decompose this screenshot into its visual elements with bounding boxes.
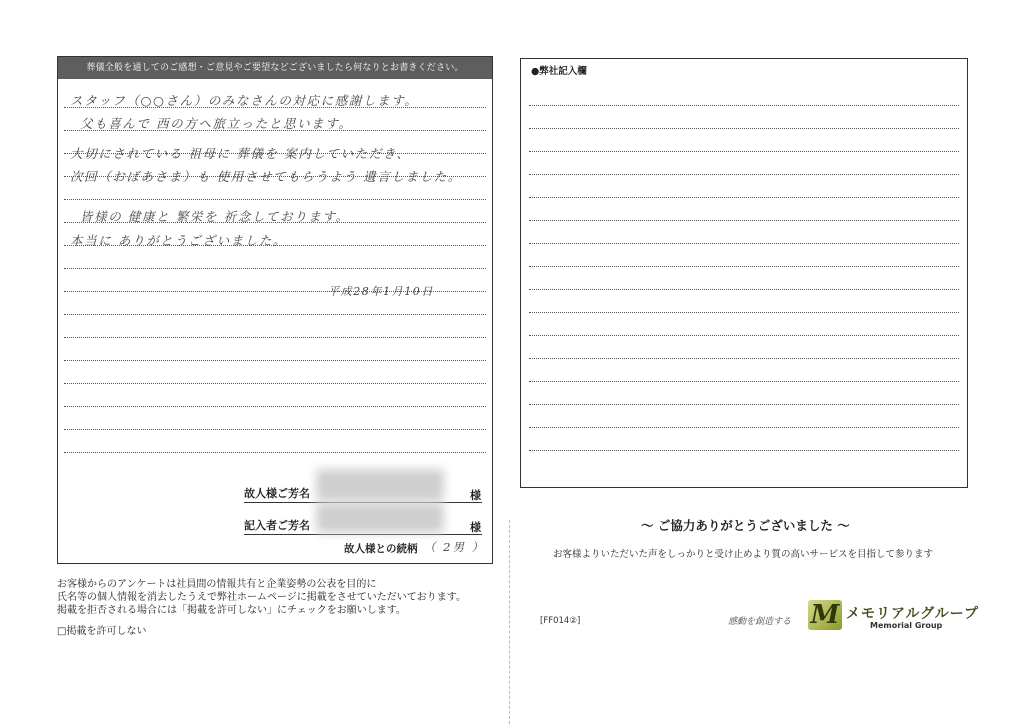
privacy-notice-line-2: 氏名等の個人情報を消去したうえで弊社ホームページに掲載をさせていただいております。 (57, 592, 466, 603)
ruled-line (64, 337, 486, 338)
company-notes-title: ●弊社記入欄 (531, 66, 587, 77)
form-code: [FF014②] (540, 616, 581, 626)
ruled-line (64, 268, 486, 269)
company-notes-box (520, 58, 968, 488)
handwritten-line-4: 次回（おばあさま）も 使用させてもらうよう 遺言しました。 (70, 169, 462, 184)
customer-comment-box (57, 56, 493, 564)
honorific-sama: 様 (470, 489, 481, 502)
ruled-line (529, 220, 959, 221)
privacy-notice-line-3: 掲載を拒否される場合には「掲載を許可しない」にチェックをお願いします。 (57, 605, 406, 616)
ruled-line (529, 335, 959, 336)
writer-name-label: 記入者ご芳名 (244, 519, 310, 532)
ruled-line (529, 289, 959, 290)
ruled-line (64, 452, 486, 453)
ruled-line (64, 360, 486, 361)
relation-value: （ 2男 ） (424, 540, 486, 554)
brand-name-jp: メモリアルグループ (846, 606, 980, 622)
ruled-line (64, 429, 486, 430)
ruled-line (64, 314, 486, 315)
ruled-line (529, 358, 959, 359)
ruled-line (529, 266, 959, 267)
ruled-line (529, 151, 959, 152)
handwritten-line-2: 父も喜んで 西の方へ旅立ったと思います。 (80, 116, 353, 131)
ruled-line (529, 243, 959, 244)
page-fold-line (509, 520, 510, 724)
handwritten-date: 平成28年1月10日 (328, 285, 434, 298)
redacted-writer-name (316, 503, 444, 533)
ruled-line (529, 450, 959, 451)
ruled-line (64, 199, 486, 200)
comment-box-header: 葬儀全般を通してのご感想・ご意見やご要望などございましたら何なりとお書きください。 (58, 57, 492, 79)
handwritten-line-6: 本当に ありがとうございました。 (70, 233, 288, 248)
ruled-line (529, 404, 959, 405)
thanks-heading: ～ ご協力ありがとうございました ～ (641, 518, 850, 533)
handwritten-line-1: スタッフ（○○さん）のみなさんの対応に感謝します。 (70, 93, 419, 108)
ruled-line (529, 197, 959, 198)
deceased-name-label: 故人様ご芳名 (244, 487, 310, 500)
relation-label: 故人様との続柄 (344, 543, 418, 555)
no-publish-checkbox[interactable]: □掲載を許可しない (57, 626, 147, 637)
ruled-line (529, 381, 959, 382)
memorial-group-logo-icon: M (808, 600, 842, 630)
handwritten-line-3: 大切にされている 祖母に 葬儀を 案内していただき、 (70, 146, 411, 161)
honorific-sama-2: 様 (470, 521, 481, 534)
ruled-line (529, 427, 959, 428)
ruled-line (64, 406, 486, 407)
redacted-deceased-name (316, 469, 444, 501)
brand-name-en: Memorial Group (870, 621, 943, 630)
ruled-line (64, 383, 486, 384)
ruled-line (529, 174, 959, 175)
handwritten-line-5: 皆様の 健康と 繁栄を 祈念しております。 (80, 209, 350, 224)
ruled-line (529, 312, 959, 313)
privacy-notice-line-1: お客様からのアンケートは社員間の情報共有と企業姿勢の公表を目的に (57, 579, 377, 590)
writer-name-underline (244, 534, 482, 535)
company-tagline: 感動を創造する (728, 617, 792, 627)
thanks-subtext: お客様よりいただいた声をしっかりと受け止めより質の高いサービスを目指して参ります (553, 549, 934, 560)
ruled-line (529, 105, 959, 106)
ruled-line (529, 128, 959, 129)
